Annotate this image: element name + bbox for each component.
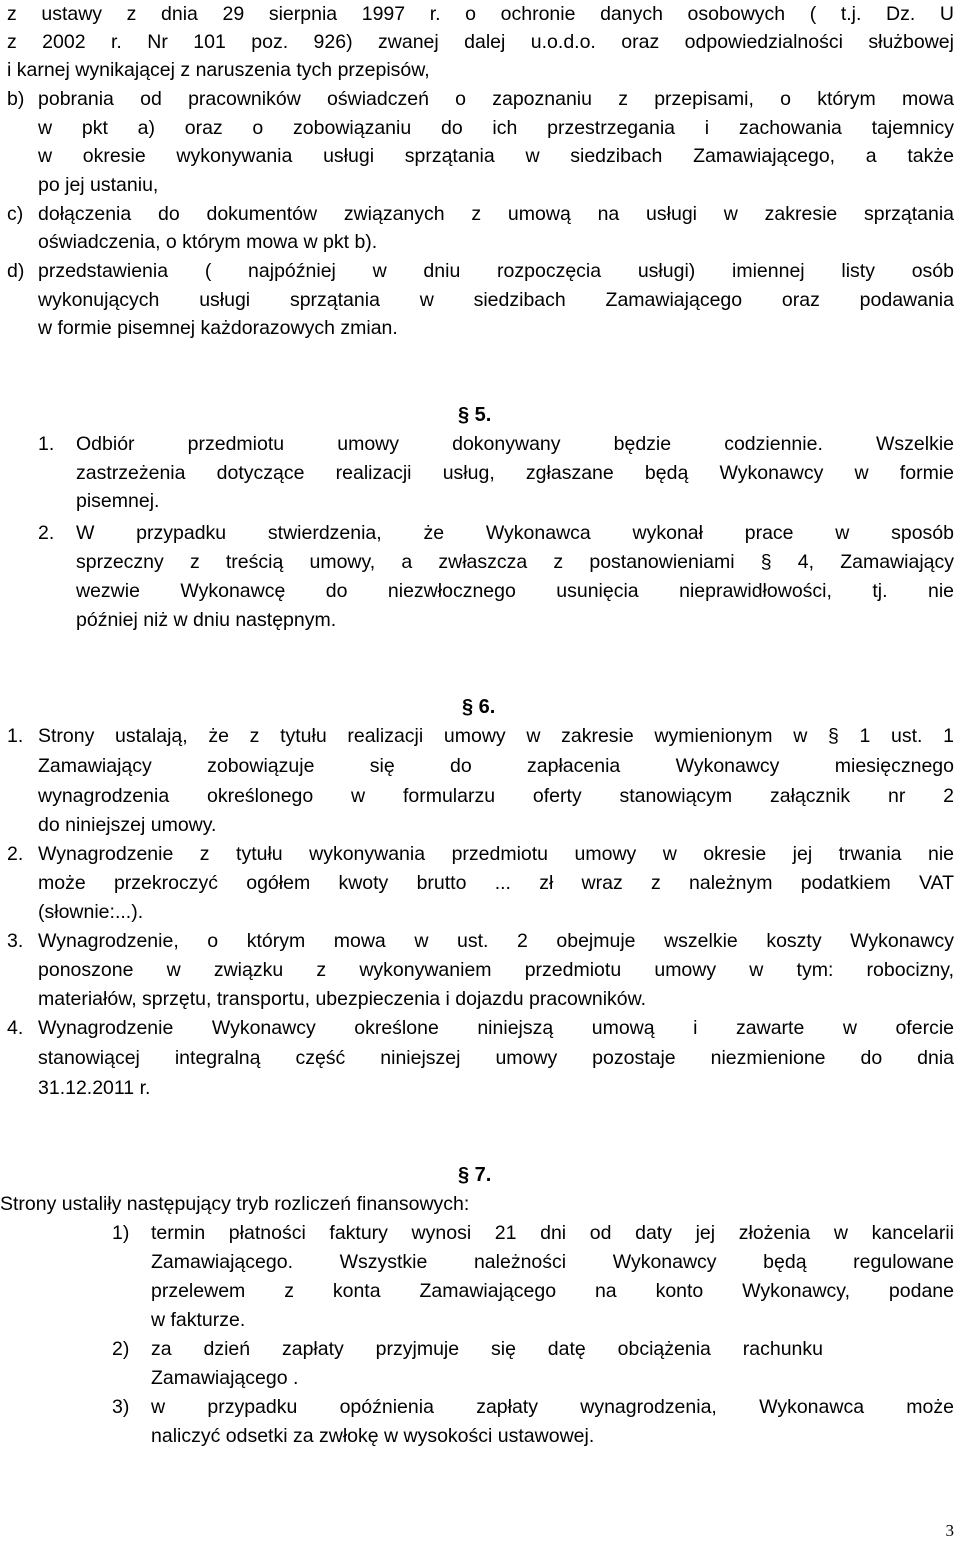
list-item-line: pobrania od pracowników oświadczeń o zapoznaniu z przepisami, o którym mowa (38, 88, 954, 110)
list-item-line: Strony ustalają, że z tytułu realizacji umowy w zakresie wymienionym w § 1 ust. 1 (38, 725, 954, 747)
list-item-line: wynagrodzenia określonego w formularzu oferty stanowiącym załącznik nr 2 (38, 785, 954, 807)
intro-line: z ustawy z dnia 29 sierpnia 1997 r. o ochronie danych osobowych ( t.j. Dz. U (7, 3, 954, 25)
list-item-line: W przypadku stwierdzenia, że Wykonawca wykonał prace w sposób (76, 522, 954, 544)
list-item-line: Zamawiający zobowiązuje się do zapłacenia Wykonawcy miesięcznego (38, 755, 954, 777)
list-label: 1. (38, 433, 55, 455)
list-item-line: naliczyć odsetki za zwłokę w wysokości ustawowej. (151, 1425, 595, 1447)
list-item-line: oświadczenia, o którym mowa w pkt b). (38, 231, 378, 253)
list-item-line: dołączenia do dokumentów związanych z umową na usługi w zakresie sprzątania (38, 203, 954, 225)
list-item-line: stanowiącej integralną część niniejszej umowy pozostaje niezmienione do dnia (38, 1047, 954, 1069)
list-item-line: termin płatności faktury wynosi 21 dni od daty jej złożenia w kancelarii (151, 1222, 954, 1244)
list-label: d) (7, 260, 25, 282)
list-item-line: przedstawienia ( najpóźniej w dniu rozpoczęcia usługi) imiennej listy osób (38, 260, 954, 282)
list-item-line: w okresie wykonywania usługi sprzątania w siedzibach Zamawiającego, a także (38, 145, 954, 167)
list-item-line: Zamawiającego. Wszystkie należności Wykonawcy będą regulowane (151, 1251, 954, 1273)
list-item-line: w formie pisemnej każdorazowych zmian. (38, 317, 398, 339)
list-item-line: przelewem z konta Zamawiającego na konto Wykonawcy, podane (151, 1280, 954, 1302)
list-item-line: ponoszone w związku z wykonywaniem przedmiotu umowy w tym: robocizny, (38, 959, 954, 981)
list-label: 1. (7, 725, 24, 747)
list-label: 2. (38, 522, 55, 544)
list-item-line: wezwie Wykonawcę do niezwłocznego usunięcia nieprawidłowości, tj. nie (76, 580, 954, 602)
list-item-line: w pkt a) oraz o zobowiązaniu do ich przestrzegania i zachowania tajemnicy (38, 117, 954, 139)
intro-line: z 2002 r. Nr 101 poz. 926) zwanej dalej u.o.d.o. oraz odpowiedzialności służbowej (7, 31, 954, 53)
list-label: c) (7, 203, 24, 225)
list-item-line: sprzeczny z treścią umowy, a zwłaszcza z postanowieniami § 4, Zamawiający (76, 551, 954, 573)
list-item-line: 31.12.2011 r. (38, 1077, 151, 1099)
list-label: 3. (7, 930, 24, 952)
section-heading: § 5. (458, 404, 492, 426)
section-heading: § 6. (462, 696, 496, 718)
list-item-line: materiałów, sprzętu, transportu, ubezpieczenia i dojazdu pracowników. (38, 988, 647, 1010)
section-intro: Strony ustaliły następujący tryb rozliczeń finansowych: (0, 1193, 470, 1215)
list-label: 1) (112, 1222, 130, 1244)
list-item-line: w przypadku opóźnienia zapłaty wynagrodzenia, Wykonawca może (151, 1396, 954, 1418)
list-item-line: po jej ustaniu, (38, 174, 159, 196)
intro-line: i karnej wynikającej z naruszenia tych przepisów, (7, 59, 430, 81)
list-item-line: Zamawiającego . (151, 1367, 299, 1389)
list-item-line: może przekroczyć ogółem kwoty brutto ... zł wraz z należnym podatkiem VAT (38, 872, 954, 894)
list-item-line: wykonujących usługi sprzątania w siedzibach Zamawiającego oraz podawania (38, 289, 954, 311)
list-item-line: Wynagrodzenie, o którym mowa w ust. 2 obejmuje wszelkie koszty Wykonawcy (38, 930, 954, 952)
list-label: 4. (7, 1017, 24, 1039)
list-label: b) (7, 88, 25, 110)
list-item-line: w fakturze. (151, 1309, 246, 1331)
list-label: 3) (112, 1396, 130, 1418)
list-label: 2) (112, 1338, 130, 1360)
list-item-line: za dzień zapłaty przyjmuje się datę obciążenia rachunku (151, 1338, 823, 1360)
page-number: 3 (945, 1521, 954, 1540)
list-item-line: zastrzeżenia dotyczące realizacji usług, zgłaszane będą Wykonawcy w formie (76, 462, 954, 484)
list-item-line: Wynagrodzenie Wykonawcy określone niniejszą umową i zawarte w ofercie (38, 1017, 954, 1039)
list-item-line: Odbiór przedmiotu umowy dokonywany będzie codziennie. Wszelkie (76, 433, 954, 455)
list-item-line: później niż w dniu następnym. (76, 609, 337, 631)
list-item-line: (słownie:...). (38, 901, 144, 923)
section-heading: § 7. (458, 1164, 492, 1186)
list-item-line: Wynagrodzenie z tytułu wykonywania przedmiotu umowy w okresie jej trwania nie (38, 843, 954, 865)
list-item-line: pisemnej. (76, 490, 160, 512)
list-label: 2. (7, 843, 24, 865)
list-item-line: do niniejszej umowy. (38, 814, 217, 836)
